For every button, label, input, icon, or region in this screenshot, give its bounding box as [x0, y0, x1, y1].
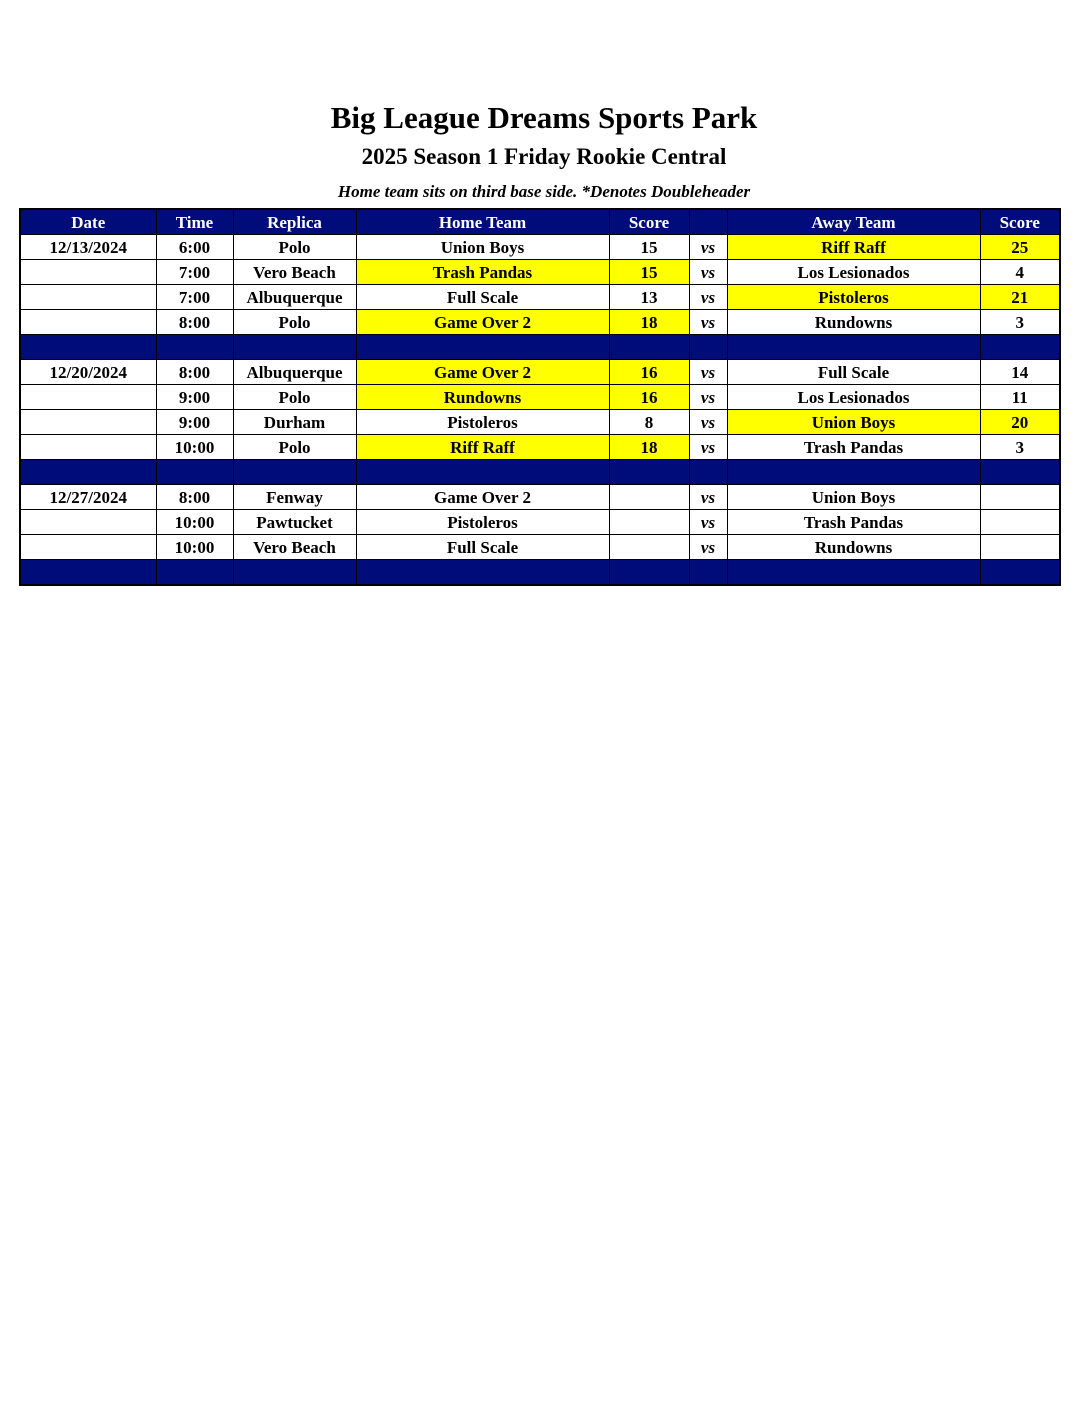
home-score: [609, 485, 689, 510]
separator-cell: [727, 460, 980, 485]
game-date: [20, 260, 156, 285]
vs-label: vs: [689, 435, 727, 460]
game-replica: Polo: [233, 235, 356, 260]
col-header-away-team: Away Team: [727, 209, 980, 235]
home-team: Full Scale: [356, 535, 609, 560]
separator-cell: [356, 460, 609, 485]
vs-label: vs: [689, 235, 727, 260]
separator-cell: [156, 335, 233, 360]
away-team: Riff Raff: [727, 235, 980, 260]
game-date: [20, 535, 156, 560]
home-team: Riff Raff: [356, 435, 609, 460]
week-separator-row: [20, 560, 1060, 586]
vs-label: vs: [689, 385, 727, 410]
away-score: [980, 535, 1060, 560]
away-team: Trash Pandas: [727, 510, 980, 535]
game-date: [20, 410, 156, 435]
table-row: [20, 285, 1060, 310]
away-team: Full Scale: [727, 360, 980, 385]
home-score: 16: [609, 385, 689, 410]
table-row: [20, 485, 1060, 510]
home-team: Full Scale: [356, 285, 609, 310]
vs-label: vs: [689, 310, 727, 335]
schedule-body: [20, 235, 1060, 586]
game-time: 7:00: [156, 260, 233, 285]
game-date: [20, 285, 156, 310]
game-replica: Polo: [233, 435, 356, 460]
game-time: 8:00: [156, 360, 233, 385]
vs-label: vs: [689, 535, 727, 560]
game-time: 8:00: [156, 485, 233, 510]
away-score: 25: [980, 235, 1060, 260]
home-team: Rundowns: [356, 385, 609, 410]
home-team: Game Over 2: [356, 310, 609, 335]
separator-cell: [233, 560, 356, 586]
home-score: 15: [609, 235, 689, 260]
vs-label: vs: [689, 485, 727, 510]
separator-cell: [980, 460, 1060, 485]
game-replica: Polo: [233, 385, 356, 410]
home-team: Game Over 2: [356, 360, 609, 385]
col-header-home-team: Home Team: [356, 209, 609, 235]
col-header-away-score: Score: [980, 209, 1060, 235]
table-row: [20, 360, 1060, 385]
header-row: [20, 209, 1060, 235]
game-replica: Albuquerque: [233, 285, 356, 310]
separator-cell: [609, 335, 689, 360]
vs-label: vs: [689, 360, 727, 385]
vs-label: vs: [689, 410, 727, 435]
page-subtitle: 2025 Season 1 Friday Rookie Central: [361, 144, 727, 169]
separator-cell: [156, 460, 233, 485]
separator-cell: [727, 335, 980, 360]
home-score: [609, 510, 689, 535]
separator-cell: [356, 560, 609, 586]
table-row: [20, 260, 1060, 285]
away-team: Los Lesionados: [727, 260, 980, 285]
separator-cell: [233, 335, 356, 360]
separator-cell: [980, 335, 1060, 360]
home-score: 18: [609, 310, 689, 335]
table-row: [20, 235, 1060, 260]
home-score: [609, 535, 689, 560]
away-score: 20: [980, 410, 1060, 435]
away-team: Union Boys: [727, 485, 980, 510]
away-team: Los Lesionados: [727, 385, 980, 410]
away-score: [980, 485, 1060, 510]
away-team: Rundowns: [727, 310, 980, 335]
away-team: Trash Pandas: [727, 435, 980, 460]
table-row: [20, 310, 1060, 335]
table-row: [20, 435, 1060, 460]
game-replica: Vero Beach: [233, 260, 356, 285]
separator-cell: [689, 335, 727, 360]
home-score: 8: [609, 410, 689, 435]
game-replica: Fenway: [233, 485, 356, 510]
game-time: 10:00: [156, 510, 233, 535]
vs-label: vs: [689, 260, 727, 285]
away-team: Rundowns: [727, 535, 980, 560]
game-time: 6:00: [156, 235, 233, 260]
home-score: 16: [609, 360, 689, 385]
away-team: Union Boys: [727, 410, 980, 435]
game-time: 10:00: [156, 535, 233, 560]
schedule-note: Home team sits on third base side. *Denotes Doubleheader: [337, 182, 751, 201]
separator-cell: [233, 460, 356, 485]
separator-cell: [356, 335, 609, 360]
away-score: 3: [980, 435, 1060, 460]
game-replica: Pawtucket: [233, 510, 356, 535]
table-row: [20, 510, 1060, 535]
separator-cell: [609, 560, 689, 586]
away-score: 21: [980, 285, 1060, 310]
home-team: Pistoleros: [356, 510, 609, 535]
game-replica: Polo: [233, 310, 356, 335]
home-team: Pistoleros: [356, 410, 609, 435]
game-replica: Durham: [233, 410, 356, 435]
game-time: 8:00: [156, 310, 233, 335]
away-score: 3: [980, 310, 1060, 335]
page-title: Big League Dreams Sports Park: [330, 100, 758, 135]
game-replica: Albuquerque: [233, 360, 356, 385]
away-score: [980, 510, 1060, 535]
col-header-home-score: Score: [609, 209, 689, 235]
away-team: Pistoleros: [727, 285, 980, 310]
col-header-date: Date: [20, 209, 156, 235]
separator-cell: [689, 560, 727, 586]
table-row: [20, 410, 1060, 435]
vs-label: vs: [689, 285, 727, 310]
col-header-replica: Replica: [233, 209, 356, 235]
week-separator-row: [20, 460, 1060, 485]
game-date: 12/27/2024: [20, 485, 156, 510]
table-row: [20, 385, 1060, 410]
home-score: 18: [609, 435, 689, 460]
game-date: [20, 510, 156, 535]
away-score: 4: [980, 260, 1060, 285]
separator-cell: [689, 460, 727, 485]
home-score: 15: [609, 260, 689, 285]
separator-cell: [20, 560, 156, 586]
game-time: 9:00: [156, 385, 233, 410]
game-time: 7:00: [156, 285, 233, 310]
game-date: 12/13/2024: [20, 235, 156, 260]
home-score: 13: [609, 285, 689, 310]
away-score: 14: [980, 360, 1060, 385]
vs-label: vs: [689, 510, 727, 535]
game-replica: Vero Beach: [233, 535, 356, 560]
table-row: [20, 535, 1060, 560]
week-separator-row: [20, 335, 1060, 360]
separator-cell: [156, 560, 233, 586]
separator-cell: [609, 460, 689, 485]
schedule-table: [19, 208, 1061, 586]
home-team: Game Over 2: [356, 485, 609, 510]
col-header-time: Time: [156, 209, 233, 235]
separator-cell: [727, 560, 980, 586]
game-date: [20, 435, 156, 460]
separator-cell: [20, 335, 156, 360]
game-date: [20, 385, 156, 410]
game-date: [20, 310, 156, 335]
home-team: Trash Pandas: [356, 260, 609, 285]
game-date: 12/20/2024: [20, 360, 156, 385]
game-time: 9:00: [156, 410, 233, 435]
separator-cell: [980, 560, 1060, 586]
game-time: 10:00: [156, 435, 233, 460]
separator-cell: [20, 460, 156, 485]
col-header-vs: [689, 209, 727, 235]
away-score: 11: [980, 385, 1060, 410]
home-team: Union Boys: [356, 235, 609, 260]
